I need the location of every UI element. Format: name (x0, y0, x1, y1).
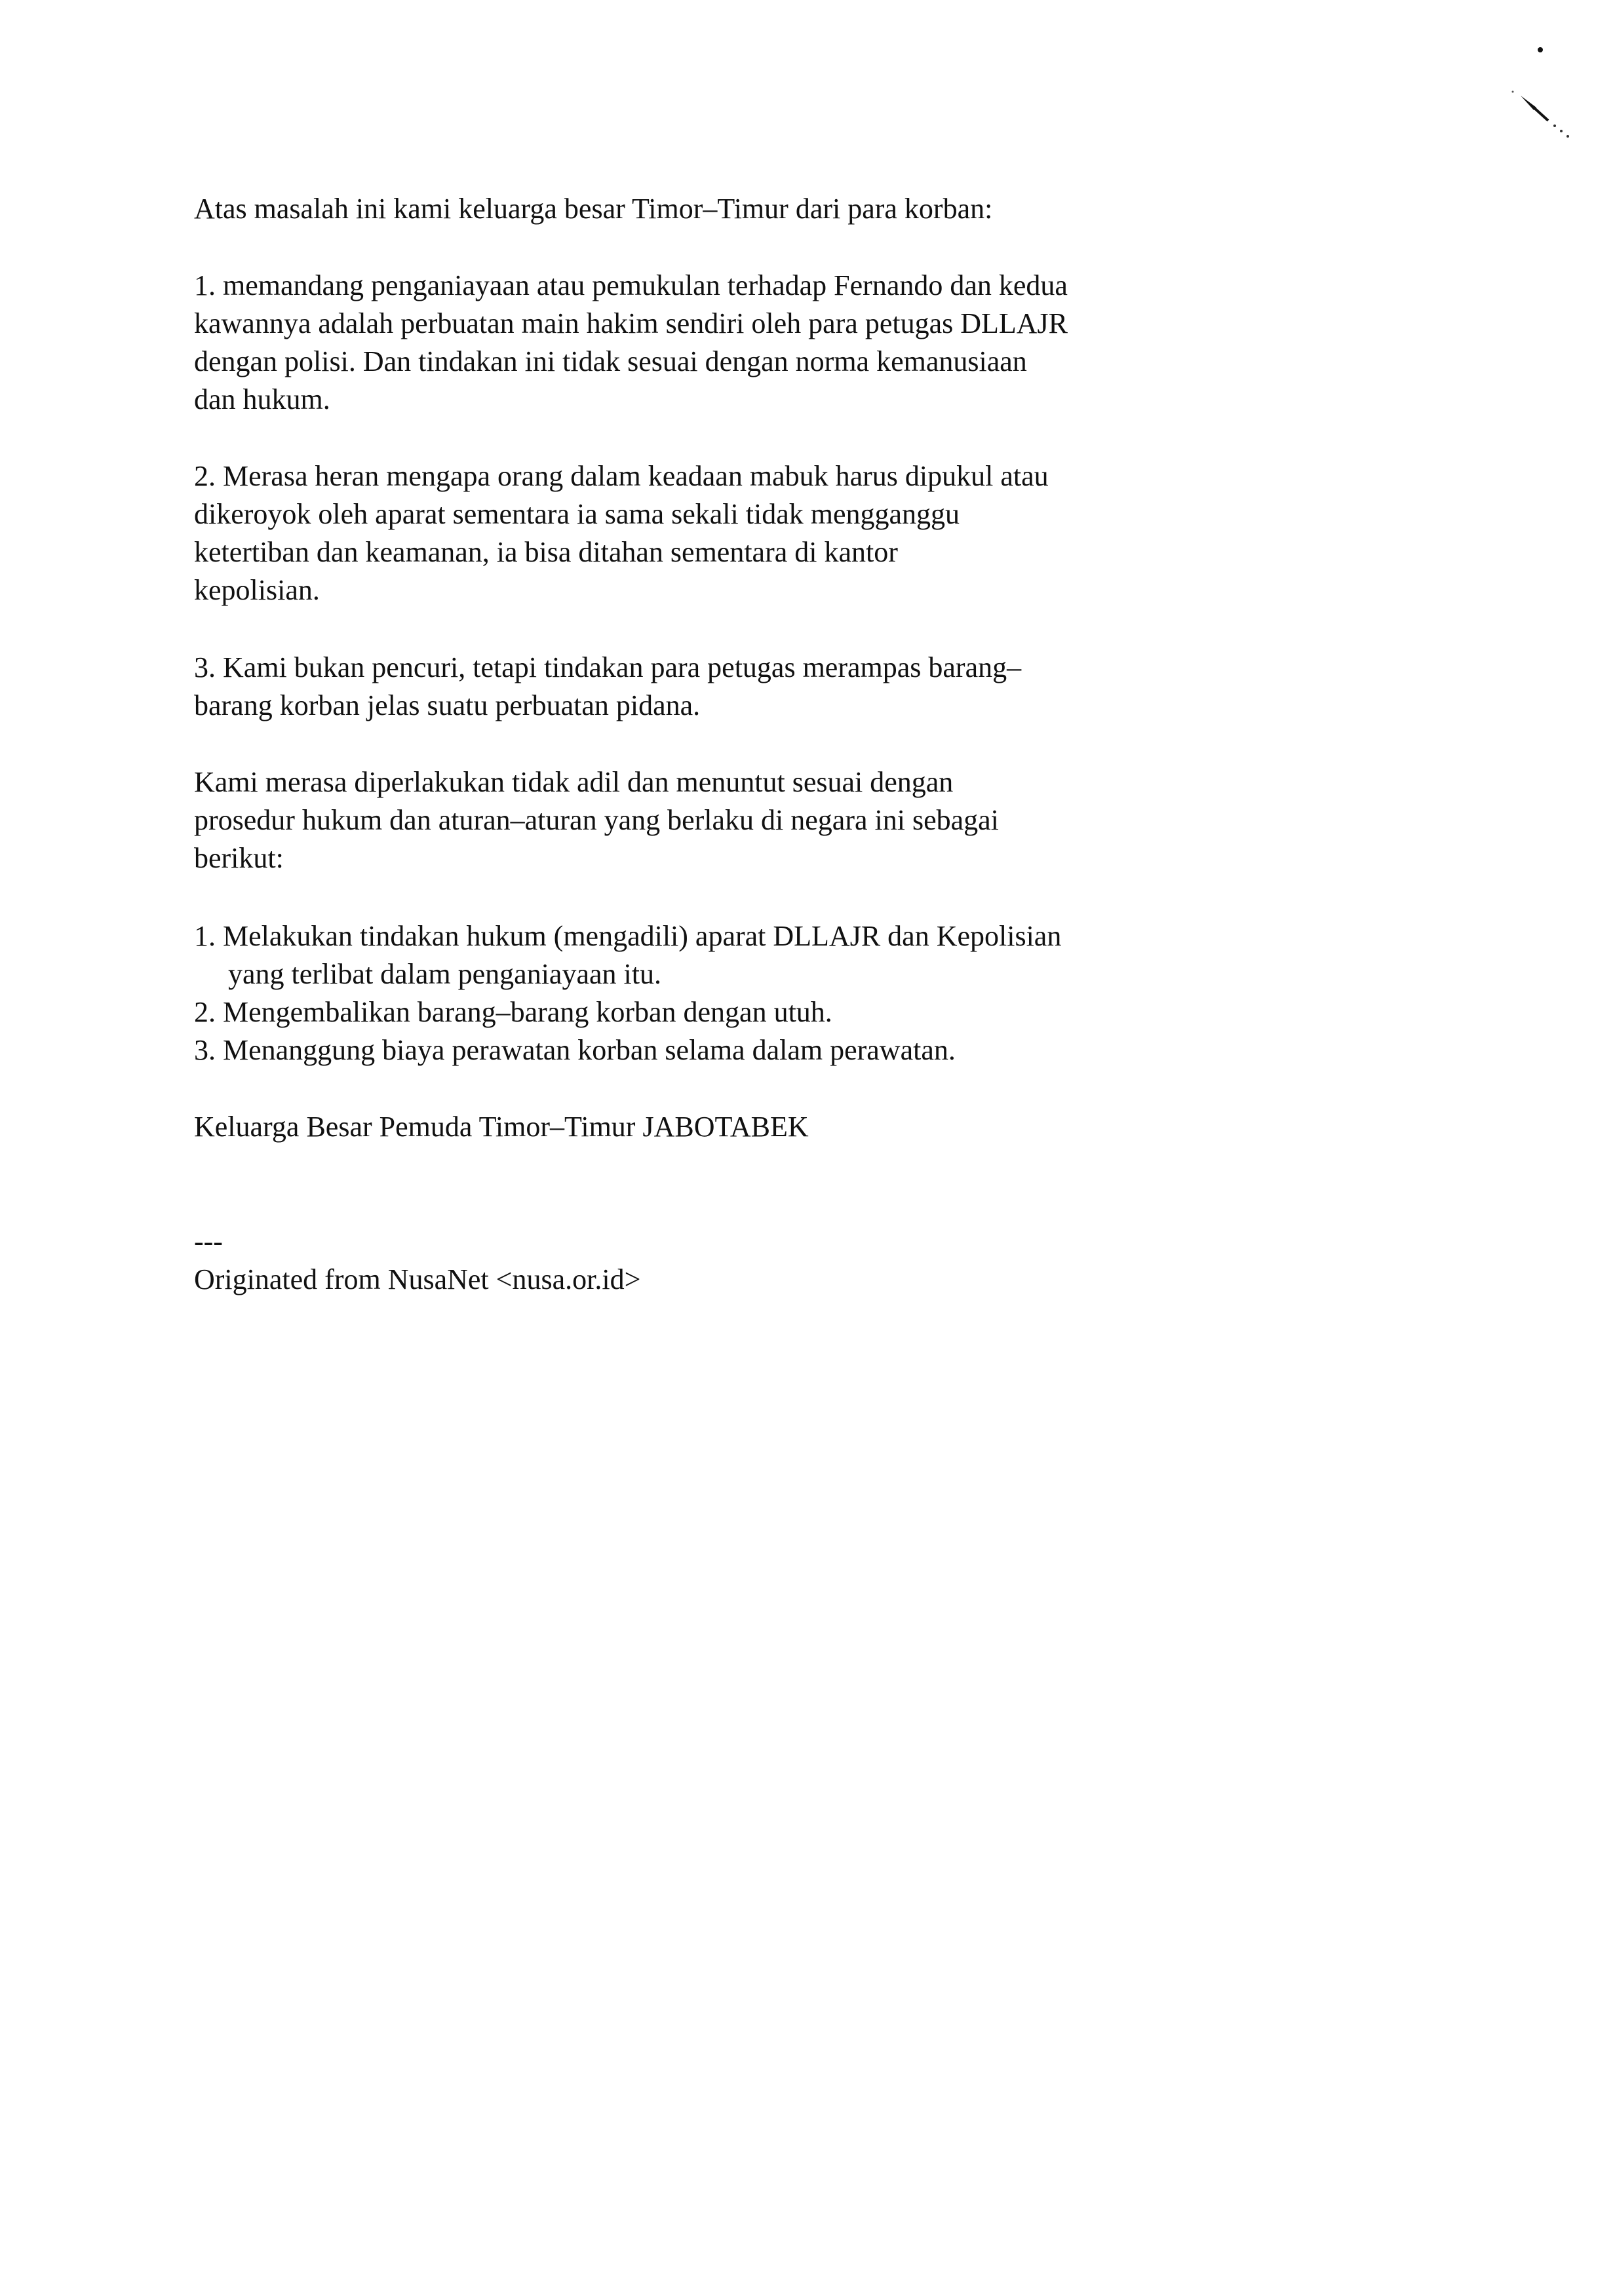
point-1-line-2: kawannya adalah perbuatan main hakim sendiri oleh para petugas DLLAJR (194, 307, 1068, 339)
separator-line: --- (194, 1225, 223, 1257)
point-2-line-1: 2. Merasa heran mengapa orang dalam keadaan mabuk harus dipukul atau (194, 460, 1049, 492)
point-3-line-1: 3. Kami bukan pencuri, tetapi tindakan para petugas merampas barang– (194, 651, 1022, 683)
point-1-line-4: dan hukum. (194, 383, 330, 415)
origin-line: Originated from NusaNet <nusa.or.id> (194, 1263, 641, 1295)
point-1-line-3: dengan polisi. Dan tindakan ini tidak sesuai dengan norma kemanusiaan (194, 345, 1027, 377)
demand-1: 1. Melakukan tindakan hukum (mengadili) aparat DLLAJR dan Kepolisian (194, 920, 1062, 952)
intro-paragraph (194, 190, 1439, 228)
demand-1-continuation: yang terlibat dalam penganiayaan itu. (228, 958, 661, 990)
point-2-paragraph (194, 457, 1439, 609)
origin-footer (194, 1261, 1439, 1299)
point-3-paragraph (194, 649, 1439, 725)
demand-2: 2. Mengembalikan barang–barang korban dengan utuh. (194, 996, 832, 1028)
scan-artifact-marks (1508, 39, 1586, 157)
demand-3: 3. Menanggung biaya perawatan korban selama dalam perawatan. (194, 1034, 956, 1066)
point-2-line-3: ketertiban dan keamanan, ia bisa ditahan sementara di kantor (194, 536, 898, 568)
demands-intro-paragraph (194, 763, 1439, 877)
point-1-line-1: 1. memandang penganiayaan atau pemukulan terhadap Fernando dan kedua (194, 269, 1068, 301)
demands-intro-line-3: berikut: (194, 842, 284, 874)
demands-list (194, 917, 1439, 1069)
intro-line: Atas masalah ini kami keluarga besar Timor–Timur dari para korban: (194, 193, 993, 225)
point-1-paragraph (194, 267, 1439, 419)
separator (194, 1223, 1439, 1261)
demands-intro-line-1: Kami merasa diperlakukan tidak adil dan menuntut sesuai dengan (194, 766, 954, 798)
point-2-line-4: kepolisian. (194, 574, 320, 606)
demands-intro-line-2: prosedur hukum dan aturan–aturan yang berlaku di negara ini sebagai (194, 804, 999, 836)
signature-line: Keluarga Besar Pemuda Timor–Timur JABOTABEK (194, 1111, 809, 1143)
signature-paragraph (194, 1108, 1439, 1146)
point-2-line-2: dikeroyok oleh aparat sementara ia sama sekali tidak mengganggu (194, 498, 960, 530)
point-3-line-2: barang korban jelas suatu perbuatan pidana. (194, 689, 701, 721)
